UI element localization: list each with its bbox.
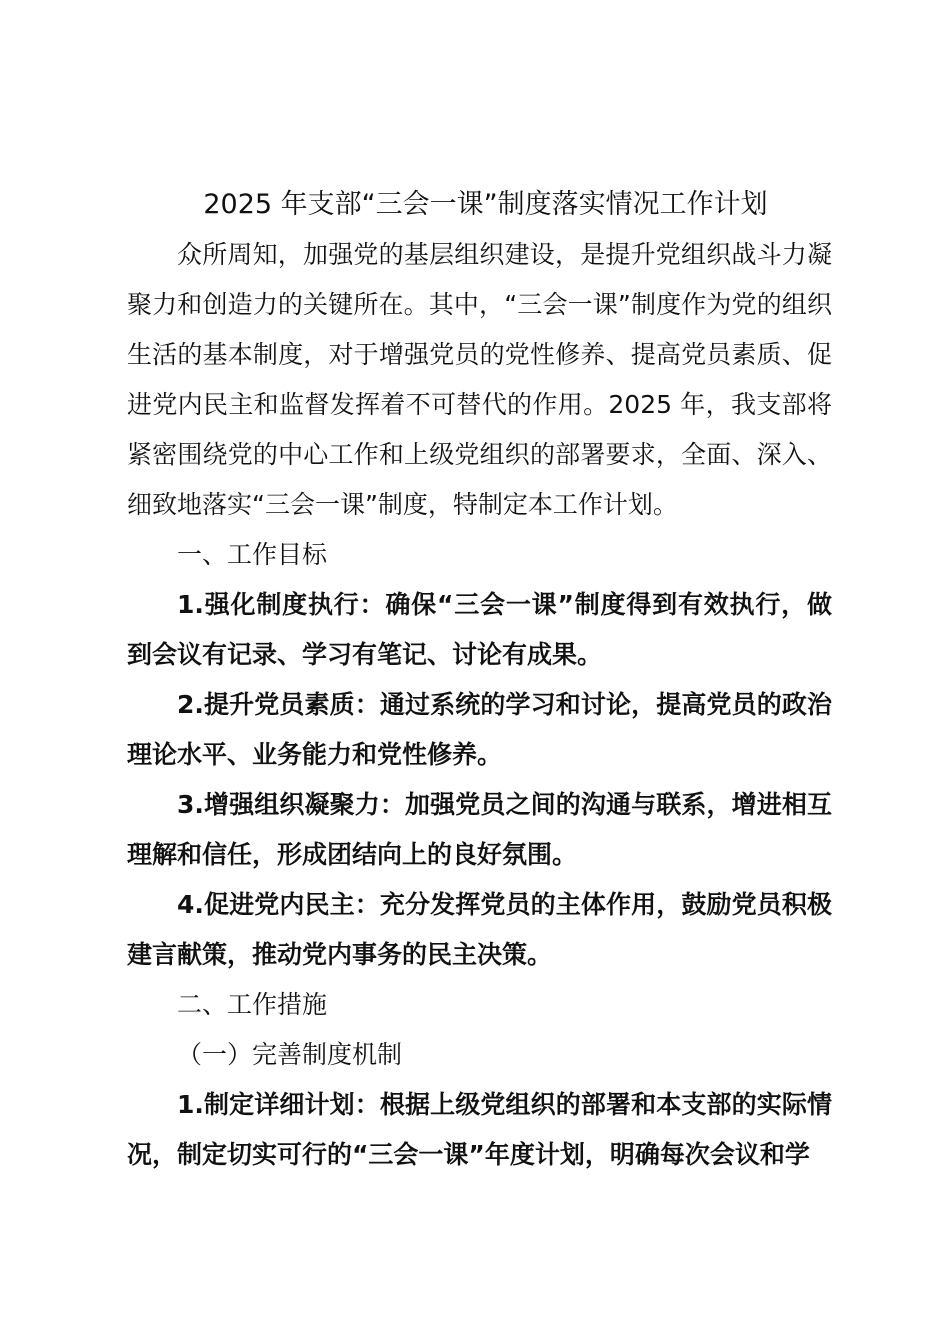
subsection-heading-mechanism: （一）完善制度机制 [177, 1040, 403, 1069]
document-body [127, 180, 832, 1180]
measure-item-1: 1.制定详细计划：根据上级党组织的部署和本支部的实际情况，制定切实可行的“三会一课”年度计划，明确每次会议和学 [127, 1090, 832, 1169]
goal-item-3: 3.增强组织凝聚力：加强党员之间的沟通与联系，增进相互理解和信任，形成团结向上的良好氛围。 [127, 790, 832, 869]
section-heading-measures: 二、工作措施 [177, 990, 328, 1019]
goal-item-2: 2.提升党员素质：通过系统的学习和讨论，提高党员的政治理论水平、业务能力和党性修养。 [127, 690, 832, 769]
goal-item-1: 1.强化制度执行：确保“三会一课”制度得到有效执行，做到会议有记录、学习有笔记、讨论有成果。 [127, 590, 832, 669]
section-heading-goals: 一、工作目标 [177, 540, 328, 569]
goal-item-4: 4.促进党内民主：充分发挥党员的主体作用，鼓励党员积极建言献策，推动党内事务的民主决策。 [127, 890, 832, 969]
intro-paragraph: 众所周知，加强党的基层组织建设，是提升党组织战斗力凝聚力和创造力的关键所在。其中，“三会一课”制度作为党的组织生活的基本制度，对于增强党员的党性修养、提高党员素质、促进党内民主和监督发挥着不可替代的作用。2025 年，我支部将紧密围绕党的中心工作和上级党组织的部署要求，全面、深入、细致地落实“三会一课”制度，特制定本工作计划。 [127, 240, 832, 519]
document-title: 2025 年支部“三会一课”制度落实情况工作计划 [203, 189, 768, 220]
